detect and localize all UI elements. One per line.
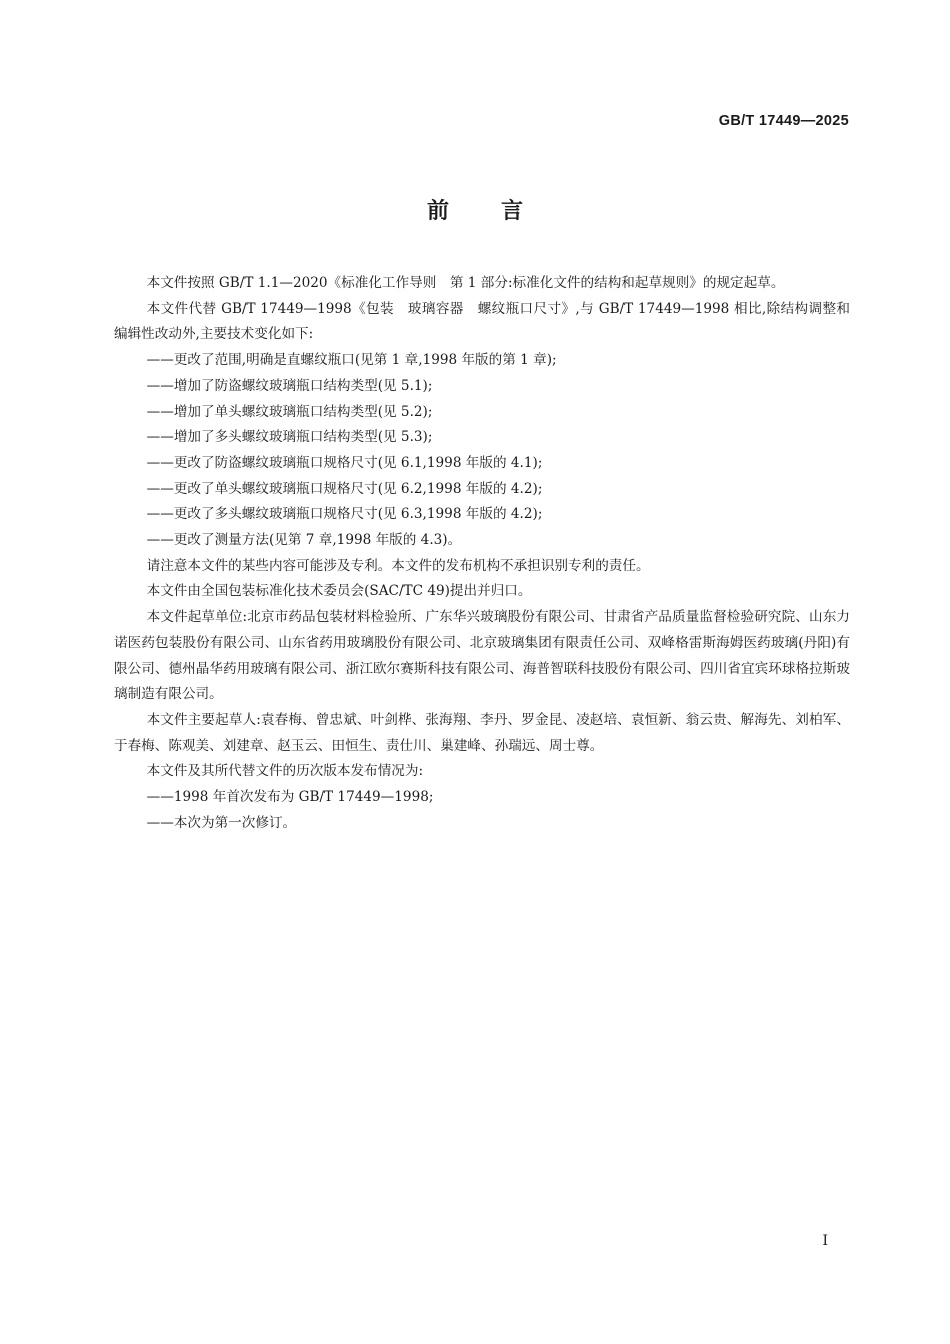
page-number: I xyxy=(822,1233,828,1249)
history-item: ——1998 年首次发布为 GB/T 17449—1998; xyxy=(146,789,434,806)
paragraph-replacement: 本文件代替 GB/T 17449—1998《包装 玻璃容器 螺纹瓶口尺寸》,与 GB/T 17449—1998 相比,除结构调整和编辑性改动外,主要技术变化如下: xyxy=(114,300,850,343)
change-item: ——增加了单头螺纹玻璃瓶口结构类型(见 5.2); xyxy=(146,403,433,420)
paragraph-drafting-units: 本文件起草单位:北京市药品包装材料检验所、广东华兴玻璃股份有限公司、甘肃省产品质量监督检验研究院、山东力诺医药包装股份有限公司、山东省药用玻璃股份有限公司、北京玻璃集团有限责任公司、双峰格雷斯海姆医药玻璃(丹阳)有限公司、德州晶华药用玻璃有限公司、浙江欧尔赛斯科技有限公司、海普智联科技股份有限公司、四川省宜宾环球格拉斯玻璃制造有限公司。 xyxy=(114,609,850,703)
paragraph-history-intro: 本文件及其所代替文件的历次版本发布情况为: xyxy=(146,763,424,780)
change-item: ——增加了防盗螺纹玻璃瓶口结构类型(见 5.1); xyxy=(146,377,433,394)
paragraph-drafters: 本文件主要起草人:袁春梅、曾忠斌、叶剑桦、张海翔、李丹、罗金昆、凌赵培、袁恒新、翁云贵、解海先、刘柏军、于春梅、陈观美、刘建章、赵玉云、田恒生、责仕川、巢建峰、孙瑞远、周士尊。 xyxy=(114,711,850,754)
change-item: ——增加了多头螺纹玻璃瓶口结构类型(见 5.3); xyxy=(146,429,433,446)
page-title-char-1: 前 xyxy=(426,199,449,224)
document-code: GB/T 17449—2025 xyxy=(718,113,849,129)
paragraph-drafting-rules: 本文件按照 GB/T 1.1—2020《标准化工作导则 第 1 部分:标准化文件的结构和起草规则》的规定起草。 xyxy=(146,275,785,291)
paragraph-patent-notice: 请注意本文件的某些内容可能涉及专利。本文件的发布机构不承担识别专利的责任。 xyxy=(146,557,650,574)
paragraph-proposer: 本文件由全国包装标准化技术委员会(SAC/TC 49)提出并归口。 xyxy=(146,583,532,600)
page-title xyxy=(0,194,950,225)
change-item: ——更改了多头螺纹玻璃瓶口规格尺寸(见 6.3,1998 年版的 4.2); xyxy=(146,506,543,523)
change-item: ——更改了测量方法(见第 7 章,1998 年版的 4.3)。 xyxy=(146,532,462,549)
page-title-char-2: 言 xyxy=(501,199,524,224)
foreword-body xyxy=(114,271,850,836)
history-item: ——本次为第一次修订。 xyxy=(146,814,297,831)
change-item: ——更改了单头螺纹玻璃瓶口规格尺寸(见 6.2,1998 年版的 4.2); xyxy=(146,480,543,497)
change-item: ——更改了防盗螺纹玻璃瓶口规格尺寸(见 6.1,1998 年版的 4.1); xyxy=(146,454,543,471)
change-item: ——更改了范围,明确是直螺纹瓶口(见第 1 章,1998 年版的第 1 章); xyxy=(146,352,557,369)
